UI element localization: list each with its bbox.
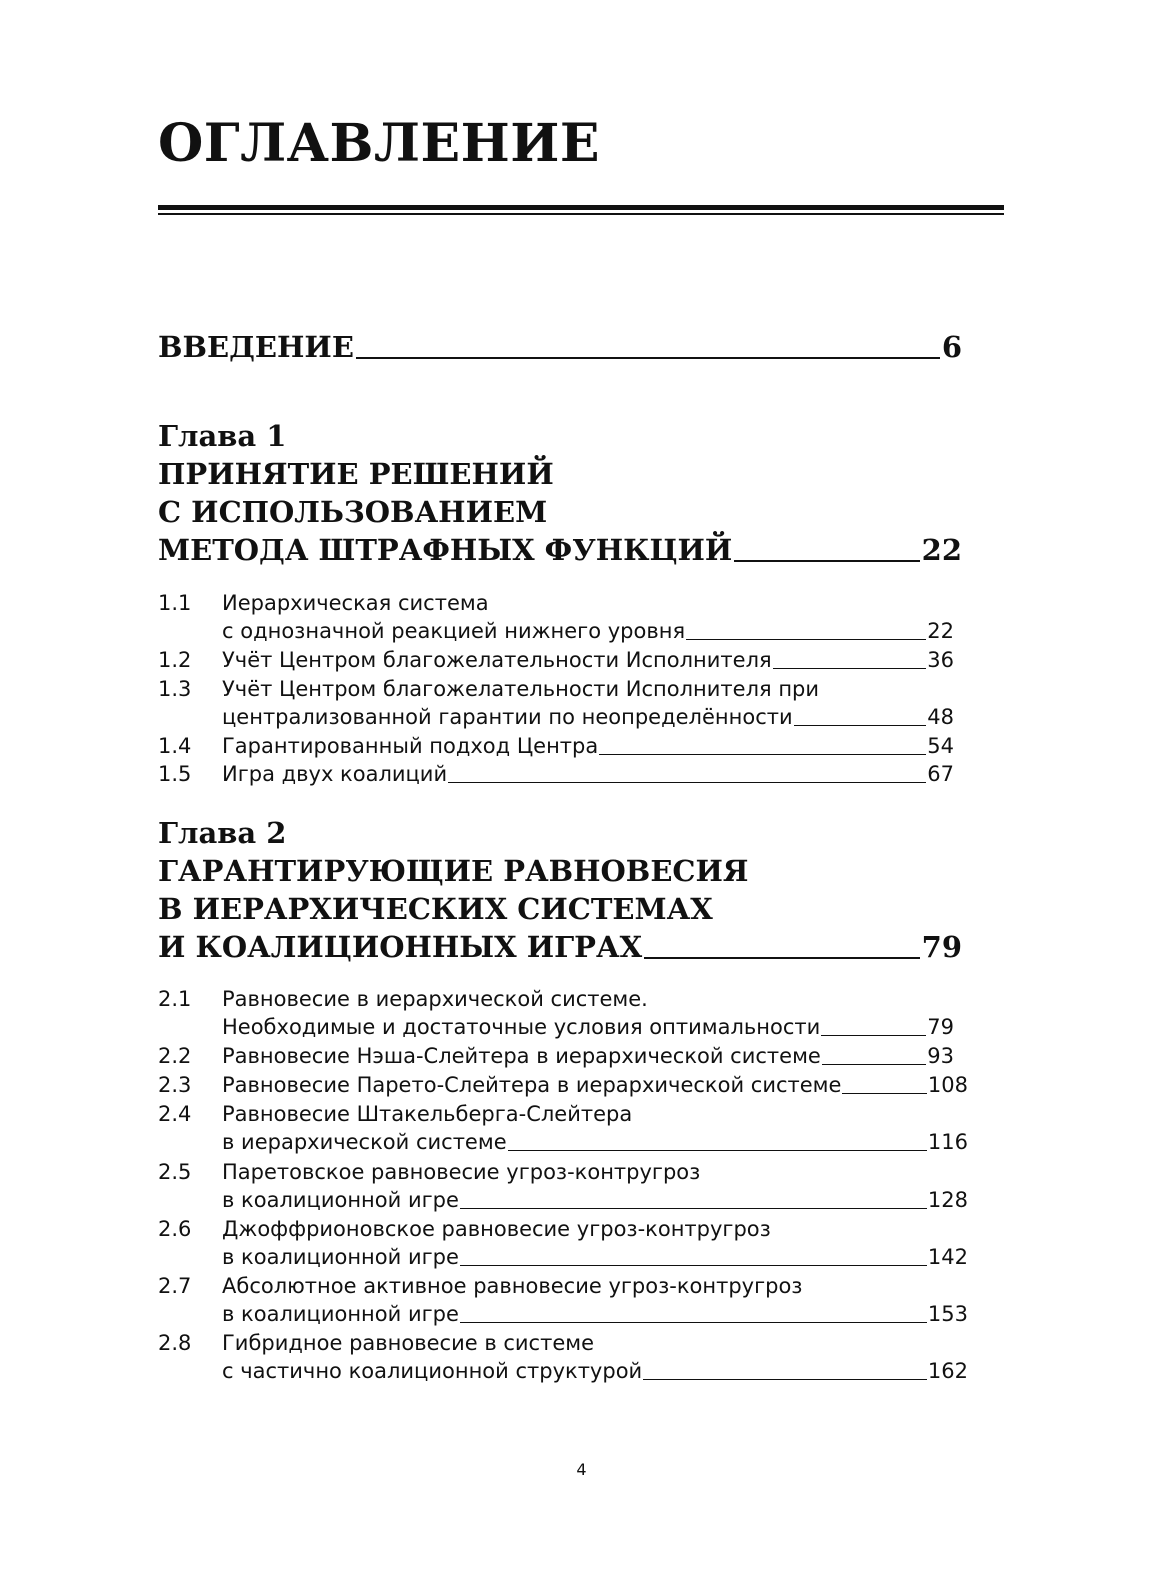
section-title-line: Равновесие Нэша-Слейтера в иерархической системе bbox=[222, 1044, 821, 1068]
leader-line bbox=[643, 1379, 927, 1380]
section-title-line: Равновесие Штакельберга-Слейтера bbox=[222, 1102, 633, 1126]
chapter2-title-line2: В ИЕРАРХИЧЕСКИХ СИСТЕМАХ bbox=[158, 892, 713, 926]
toc-section-2-7[interactable] bbox=[222, 1300, 968, 1328]
section-number: 2.7 bbox=[158, 1274, 192, 1298]
chapter1-page: 22 bbox=[921, 533, 962, 567]
leader-line bbox=[822, 1064, 926, 1065]
leader-line bbox=[773, 668, 927, 669]
section-page: 108 bbox=[927, 1073, 968, 1097]
chapter1-label: Глава 1 bbox=[158, 419, 287, 453]
section-number: 2.4 bbox=[158, 1102, 192, 1126]
section-number: 2.5 bbox=[158, 1160, 192, 1184]
chapter2-title-line3: И КОАЛИЦИОННЫХ ИГРАХ bbox=[158, 930, 643, 964]
section-page: 93 bbox=[927, 1044, 954, 1068]
section-page: 79 bbox=[927, 1015, 954, 1039]
toc-section-1-5[interactable] bbox=[222, 760, 954, 788]
toc-section-1-1[interactable] bbox=[222, 617, 954, 645]
leader-line bbox=[842, 1093, 926, 1094]
section-number: 2.6 bbox=[158, 1217, 192, 1241]
chapter2-label: Глава 2 bbox=[158, 816, 287, 850]
chapter2-title-line1: ГАРАНТИРУЮЩИЕ РАВНОВЕСИЯ bbox=[158, 854, 749, 888]
toc-chapter2[interactable] bbox=[158, 928, 962, 966]
section-page: 36 bbox=[927, 648, 954, 672]
section-number: 2.1 bbox=[158, 987, 192, 1011]
section-number: 1.2 bbox=[158, 648, 192, 672]
leader-line bbox=[686, 639, 926, 640]
toc-section-2-8[interactable] bbox=[222, 1357, 968, 1385]
section-number: 2.8 bbox=[158, 1331, 192, 1355]
leader-line bbox=[599, 754, 926, 755]
section-page: 142 bbox=[927, 1245, 968, 1269]
toc-section-2-2[interactable] bbox=[222, 1042, 954, 1070]
section-number: 2.2 bbox=[158, 1044, 192, 1068]
chapter2-page: 79 bbox=[921, 930, 962, 964]
page-title: ОГЛАВЛЕНИЕ bbox=[158, 113, 600, 174]
section-number: 2.3 bbox=[158, 1073, 192, 1097]
leader-line bbox=[356, 357, 940, 359]
section-title-line: Необходимые и достаточные условия оптимальности bbox=[222, 1015, 821, 1039]
leader-line bbox=[460, 1208, 927, 1209]
section-title-line: Игра двух коалиций bbox=[222, 762, 448, 786]
leader-line bbox=[644, 957, 920, 959]
toc-section-1-2[interactable] bbox=[222, 646, 954, 674]
section-number: 1.4 bbox=[158, 734, 192, 758]
leader-line bbox=[460, 1265, 927, 1266]
section-title-line: с частично коалиционной структурой bbox=[222, 1359, 643, 1383]
chapter1-title-line1: ПРИНЯТИЕ РЕШЕНИЙ bbox=[158, 457, 554, 491]
leader-line bbox=[460, 1322, 927, 1323]
toc-intro-page: 6 bbox=[941, 330, 962, 364]
section-title-line: в коалиционной игре bbox=[222, 1302, 459, 1326]
section-page: 48 bbox=[927, 705, 954, 729]
leader-line bbox=[508, 1150, 927, 1151]
section-title-line: Иерархическая система bbox=[222, 591, 489, 615]
section-title-line: в коалиционной игре bbox=[222, 1188, 459, 1212]
leader-line bbox=[734, 560, 919, 562]
leader-line bbox=[821, 1035, 926, 1036]
section-page: 22 bbox=[927, 619, 954, 643]
section-title-line: Равновесие Парето-Слейтера в иерархической системе bbox=[222, 1073, 842, 1097]
section-title-line: Гибридное равновесие в системе bbox=[222, 1331, 595, 1355]
section-title-line: Равновесие в иерархической системе. bbox=[222, 987, 648, 1011]
section-page: 67 bbox=[927, 762, 954, 786]
section-title-line: Учёт Центром благожелательности Исполнителя при bbox=[222, 677, 820, 701]
title-rule-thick bbox=[158, 205, 1004, 210]
section-title-line: Учёт Центром благожелательности Исполнителя bbox=[222, 648, 772, 672]
section-page: 153 bbox=[927, 1302, 968, 1326]
leader-line bbox=[794, 725, 927, 726]
section-title-line: Гарантированный подход Центра bbox=[222, 734, 599, 758]
toc-section-2-1[interactable] bbox=[222, 1013, 954, 1041]
toc-section-2-4[interactable] bbox=[222, 1128, 968, 1156]
chapter1-title-line2: С ИСПОЛЬЗОВАНИЕМ bbox=[158, 495, 548, 529]
section-page: 128 bbox=[927, 1188, 968, 1212]
chapter1-title-line3: МЕТОДА ШТРАФНЫХ ФУНКЦИЙ bbox=[158, 533, 733, 567]
section-number: 1.1 bbox=[158, 591, 192, 615]
toc-section-2-3[interactable] bbox=[222, 1071, 968, 1099]
toc-section-2-5[interactable] bbox=[222, 1186, 968, 1214]
toc-intro-title: ВВЕДЕНИЕ bbox=[158, 330, 354, 364]
toc-section-1-4[interactable] bbox=[222, 732, 954, 760]
leader-line bbox=[448, 782, 926, 783]
section-number: 1.3 bbox=[158, 677, 192, 701]
section-title-line: Джоффрионовское равновесие угроз-контругроз bbox=[222, 1217, 771, 1241]
toc-section-2-6[interactable] bbox=[222, 1243, 968, 1271]
section-page: 116 bbox=[927, 1130, 968, 1154]
section-number: 1.5 bbox=[158, 762, 192, 786]
section-title-line: Абсолютное активное равновесие угроз-контругроз bbox=[222, 1274, 803, 1298]
toc-intro[interactable] bbox=[158, 328, 962, 366]
section-title-line: централизованной гарантии по неопределённости bbox=[222, 705, 793, 729]
section-title-line: в коалиционной игре bbox=[222, 1245, 459, 1269]
page-number: 4 bbox=[576, 1460, 587, 1479]
toc-section-1-3[interactable] bbox=[222, 703, 954, 731]
section-title-line: Паретовское равновесие угроз-контругроз bbox=[222, 1160, 701, 1184]
section-page: 54 bbox=[927, 734, 954, 758]
section-title-line: в иерархической системе bbox=[222, 1130, 507, 1154]
title-rule-thin bbox=[158, 213, 1004, 215]
section-title-line: с однозначной реакцией нижнего уровня bbox=[222, 619, 686, 643]
section-page: 162 bbox=[927, 1359, 968, 1383]
toc-chapter1[interactable] bbox=[158, 531, 962, 569]
